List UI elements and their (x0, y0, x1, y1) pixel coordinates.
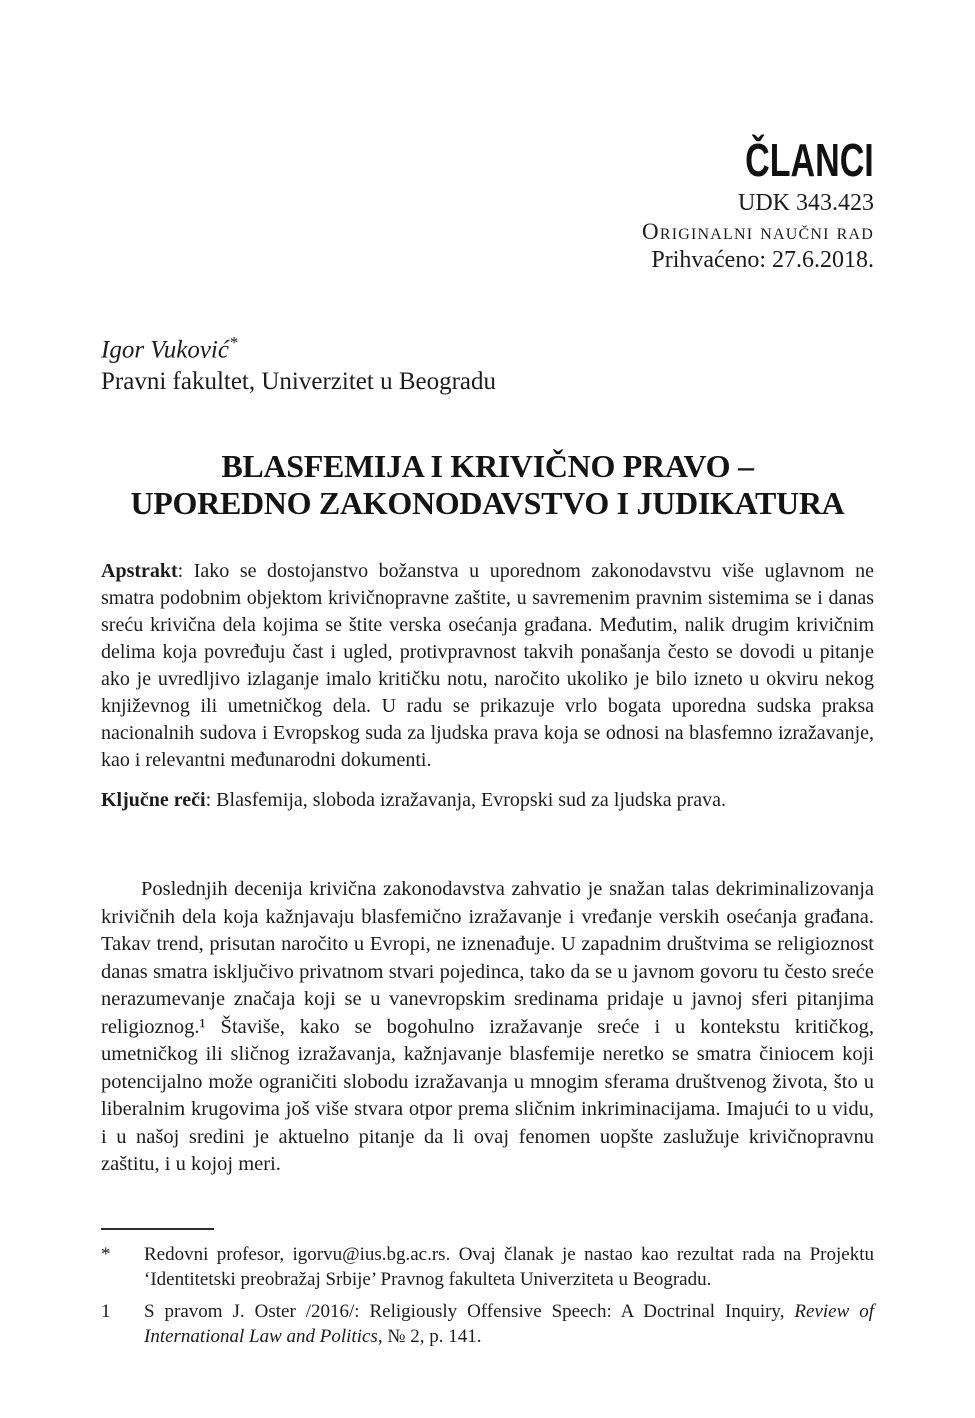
abstract (101, 558, 874, 774)
journal-title-italic: Review of International Law and Politics (144, 1301, 874, 1347)
footnote-item (101, 1242, 874, 1292)
title-line-1: BLASFEMIJA I KRIVIČNO PRAVO – (221, 448, 754, 484)
keywords-text: : Blasfemija, sloboda izražavanja, Evropski sud za ljudska prava. (205, 789, 726, 811)
udk-number: UDK 343.423 (738, 190, 874, 216)
body-paragraph: Poslednjih decenija krivična zakonodavstva zahvatio je snažan talas dekriminalizovanja krivičnih dela koja kažnjavaju blasfemično izražavanje i vređanje verskih osećanja građana. Takav trend, prisutan naročito u Evropi, ne iznenađuje. U zapadnim društvima se religioznost danas smatra isključivo privatnom stvari pojedinca, tako da se u javnom govoru tu često sreće nerazumevanje značaja koji se u vanevropskim sredinama pridaje u javnoj sferi pitanjima religioznog.¹ Štaviše, kako se bogohulno izražavanje sreće i u kontekstu kritičkog, umetničkog ili sličnog izražavanja, kažnjavanje blasfemije neretko se smatra činiocem koji potencijalno može ograničiti slobodu izražavanja u mnogim sferama društvenog života, što u liberalnim krugovima još više stvara otpor prema sličnim inkriminacijama. Imajući to u vidu, i u našoj sredini je aktuelno pitanje da li ovaj fenomen uopšte zaslužuje krivičnopravnu zaštitu, i u kojoj meri. (101, 878, 874, 1175)
article-body (101, 876, 874, 1179)
article-type: Originalni naučni rad (642, 219, 874, 244)
keywords (101, 787, 874, 814)
footnote-marker: * (101, 1244, 111, 1265)
footnote-separator (101, 1228, 214, 1230)
author-block (101, 327, 496, 398)
abstract-label: Apstrakt (101, 560, 178, 582)
footnote-text-before: S pravom J. Oster /2016/: Religiously Offensive Speech: A Doctrinal Inquiry, (144, 1301, 795, 1322)
author-footnote-marker: * (228, 333, 238, 352)
section-rubric: ČLANCI (745, 134, 874, 186)
section-rubric-row (642, 136, 874, 184)
title-line-2: UPOREDNO ZAKONODAVSTVO I JUDIKATURA (130, 485, 845, 521)
abstract-text: : Iako se dostojanstvo božanstva u uporednom zakonodavstvu više uglavnom ne smatra podobnim objektom krivičnopravne zaštite, u savremenim pravnim sistemima se i danas sreću krivična dela kojima se štite verska osećanja građana. Međutim, nalik drugim krivičnim delima koja povređuju čast i ugled, protivpravnost takvih ponašanja često se dovodi u pitanje ako je uvredljivo izlaganje imalo kritičku notu, naročito ukoliko je bilo izneto u okviru nekog književnog ili umetničkog dela. U radu se prikazuje vrlo bogata uporedna sudska praksa nacionalnih sudova i Evropskog suda za ljudska prava koja se odnosi na blasfemno izražavanje, kao i relevantni međunarodni dokumenti. (101, 560, 874, 771)
author-name-text: Igor Vuković (101, 336, 229, 364)
footnote-marker: 1 (101, 1301, 111, 1322)
main-column (101, 448, 874, 1179)
footnote-text-after: , № 2, p. 141. (377, 1326, 482, 1347)
author-name (101, 327, 496, 366)
masthead (642, 136, 874, 275)
footnote-area (101, 1228, 874, 1356)
acceptance-date: Prihvaćeno: 27.6.2018. (651, 247, 874, 273)
footnote-text: Redovni profesor, igorvu@ius.bg.ac.rs. Ovaj članak je nastao kao rezultat rada na Projektu ‘Identitetski preobražaj Srbije’ Pravnog fakulteta Univerziteta u Beogradu. (144, 1244, 874, 1290)
footnote-text (144, 1299, 874, 1349)
keywords-label: Ključne reči (101, 789, 206, 811)
author-affiliation: Pravni fakultet, Univerzitet u Beogradu (101, 368, 497, 396)
article-title (101, 448, 874, 522)
footnote-item (101, 1299, 874, 1349)
